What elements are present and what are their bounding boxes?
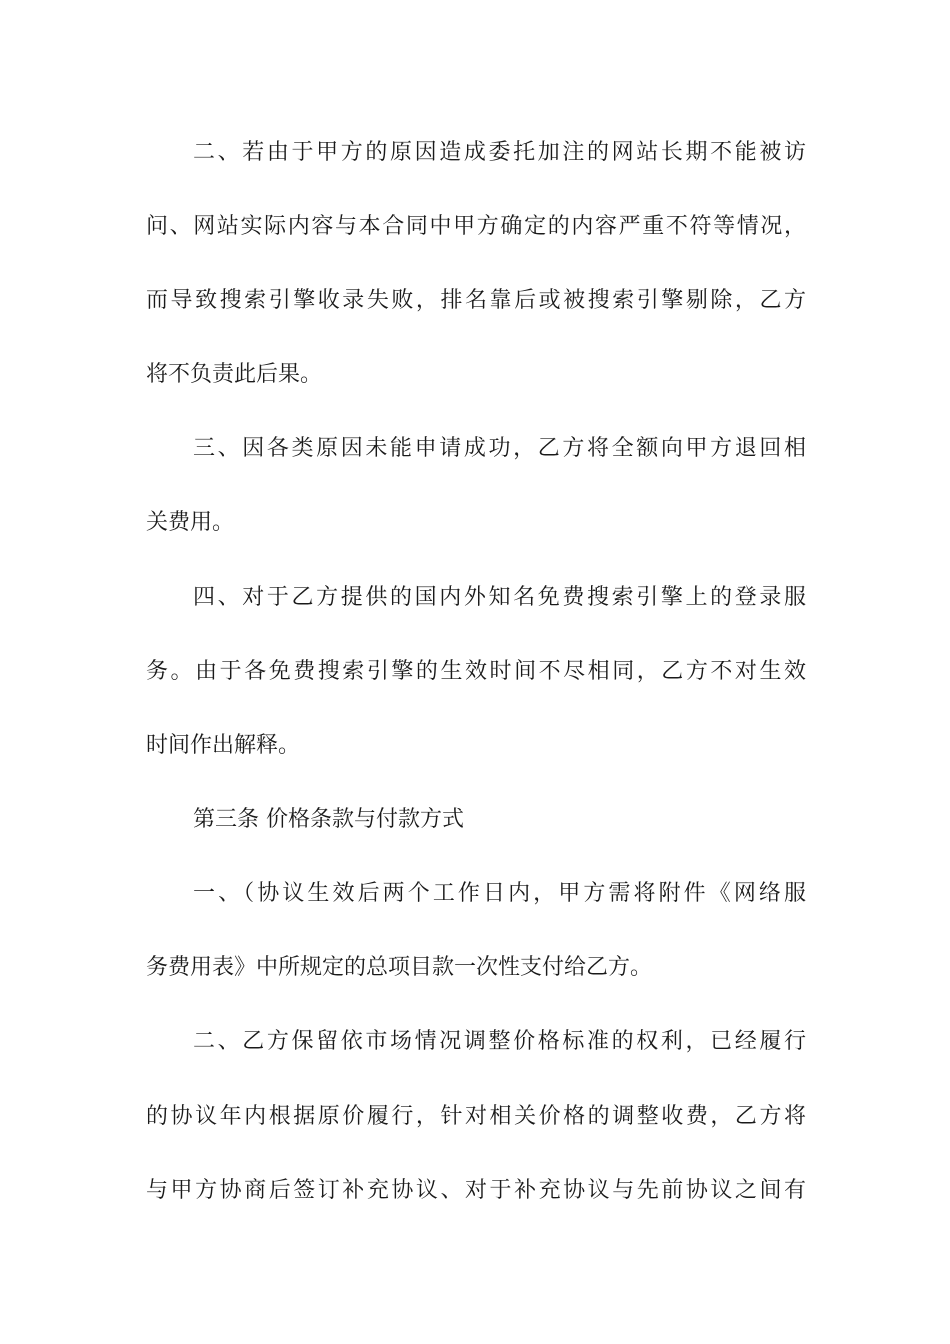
section-heading: 第三条 价格条款与付款方式 (193, 807, 464, 832)
paragraph-line: 四、对于乙方提供的国内外知名免费搜索引擎上的登录服 (193, 585, 806, 610)
paragraph-line: 时间作出解释。 (146, 733, 301, 758)
paragraph-line: 三、因各类原因未能申请成功，乙方将全额向甲方退回相 (193, 436, 806, 461)
paragraph-line: 务费用表》中所规定的总项目款一次性支付给乙方。 (146, 955, 653, 980)
paragraph-line: 二、若由于甲方的原因造成委托加注的网站长期不能被访 (193, 140, 806, 165)
paragraph-line: 的协议年内根据原价履行，针对相关价格的调整收费，乙方将 (146, 1104, 806, 1129)
paragraph-line: 二、乙方保留依市场情况调整价格标准的权利，已经履行 (193, 1029, 806, 1054)
paragraph-line: 务。由于各免费搜索引擎的生效时间不尽相同，乙方不对生效 (146, 659, 806, 684)
paragraph-line: 一、（协议生效后两个工作日内，甲方需将附件《网络服 (193, 881, 806, 906)
paragraph-line: 将不负责此后果。 (146, 362, 323, 387)
paragraph-line: 关费用。 (146, 510, 235, 535)
paragraph-line: 问、网站实际内容与本合同中甲方确定的内容严重不符等情况， (146, 214, 806, 239)
paragraph-line: 与甲方协商后签订补充协议、对于补充协议与先前协议之间有 (146, 1178, 806, 1203)
paragraph-line: 而导致搜索引擎收录失败，排名靠后或被搜索引擎剔除，乙方 (146, 288, 806, 313)
